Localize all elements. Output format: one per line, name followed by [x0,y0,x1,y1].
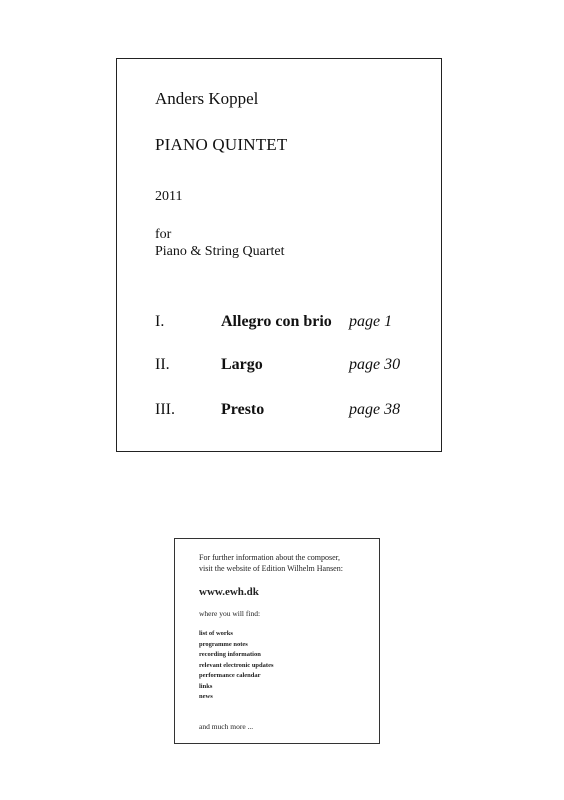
composer-name: Anders Koppel [155,89,259,108]
find-label: where you will find: [199,609,261,618]
list-item: performance calendar [199,672,261,679]
list-item: recording information [199,651,261,658]
website-url: www.ewh.dk [199,586,259,598]
movement-name: Allegro con brio [221,313,332,330]
info-intro [199,553,343,574]
movement-number: I. [155,313,165,330]
for-label: for [155,227,172,242]
movement-page: page 38 [349,401,401,418]
info-intro-line: visit the website of Edition Wilhelm Hansen: [199,563,343,573]
info-intro-line: For further information about the composer, [199,553,340,562]
list-item: news [199,693,213,700]
movement-page: page 30 [349,356,401,373]
publisher-info-box [174,538,380,744]
work-title: PIANO QUINTET [155,135,288,154]
movement-name: Presto [221,401,265,418]
movement-page: page 1 [349,313,393,330]
title-page-box [116,58,442,452]
movement-number: III. [155,401,175,418]
list-item: links [199,682,213,690]
list-item: relevant electronic updates [199,661,274,669]
list-item: programme notes [199,640,248,648]
composition-year: 2011 [155,189,183,204]
list-item: list of works [199,630,233,637]
movement-number: II. [155,356,170,373]
instrumentation: Piano & String Quartet [155,244,285,259]
info-item-list [199,629,274,703]
much-more-text: and much more ... [199,722,254,731]
movement-name: Largo [221,356,263,373]
